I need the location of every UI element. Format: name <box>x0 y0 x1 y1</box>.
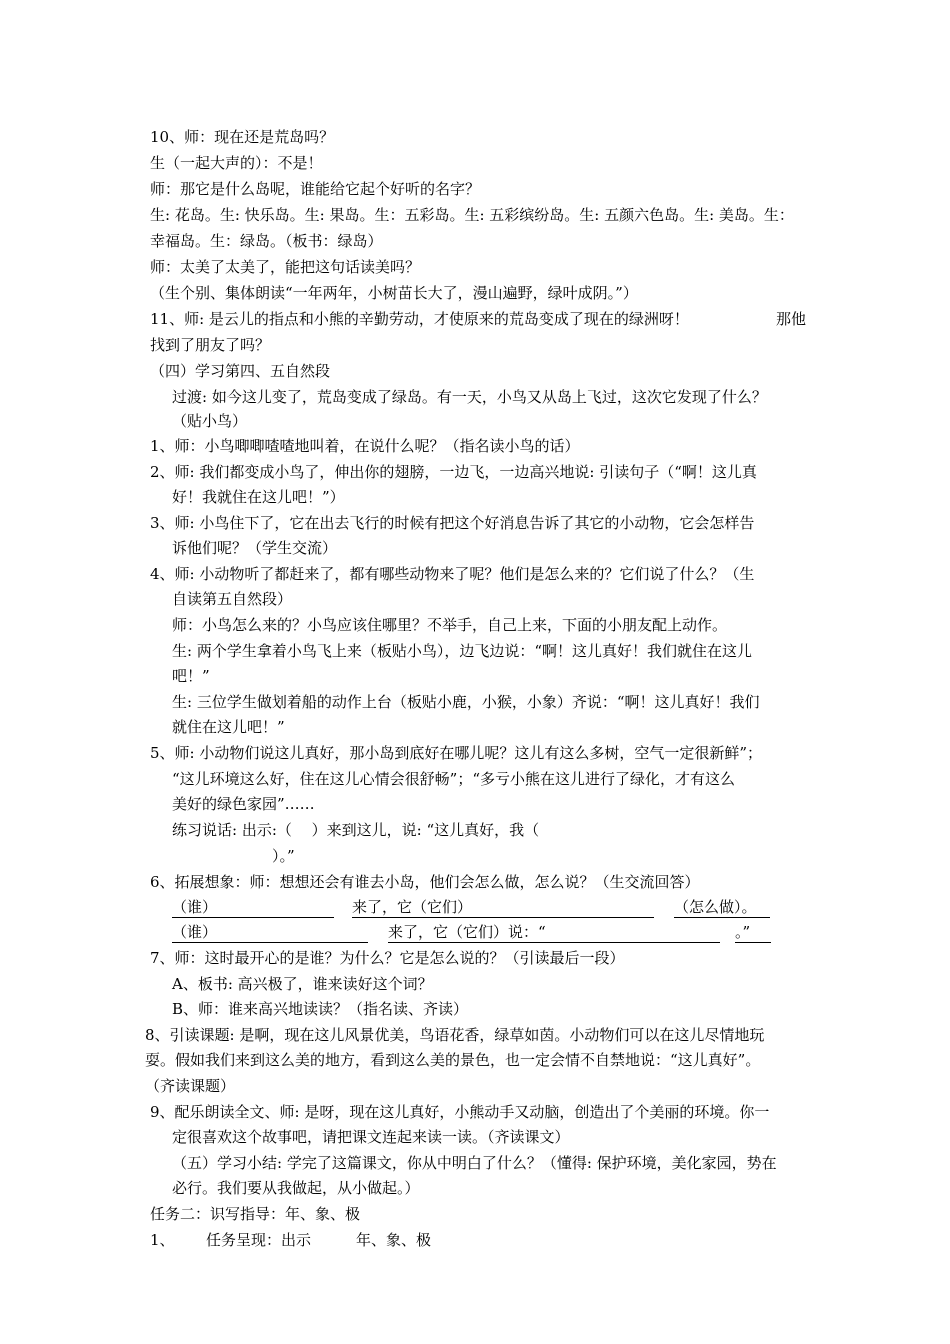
text-line: 必行。我们要从我做起，从小做起。） <box>172 1179 420 1197</box>
text-line: 5、师: 小动物们说这儿真好，那小岛到底好在哪儿呢？这儿有这么多树，空气一定很新鲜”； <box>150 744 763 762</box>
text-line: 师：太美了太美了，能把这句话读美吗？ <box>150 258 421 276</box>
text-line: 好！我就住在这儿吧！”） <box>172 488 345 506</box>
text-line: 过渡: 如今这儿变了，荒岛变成了绿岛。有一天，小鸟又从岛上飞过，这次它发现了什么？ <box>172 388 767 406</box>
text-line: 师：那它是什么岛呢，谁能给它起个好听的名字？ <box>150 180 481 198</box>
fill-blank-came: 来了，它（它们） <box>352 897 654 918</box>
text-line: 美好的绿色家园”…… <box>172 795 315 813</box>
text-line: 定很喜欢这个故事吧，请把课文连起来读一读。（齐读课文） <box>172 1128 570 1146</box>
section-heading: （四）学习第四、五自然段 <box>150 362 331 380</box>
text-line: 就住在这儿吧！” <box>172 718 285 736</box>
text-line: 6、拓展想象：师：想想还会有谁去小岛，他们会怎么做，怎么说？（生交流回答） <box>150 873 700 891</box>
text-line: 师：小鸟怎么来的？小鸟应该住哪里？不举手，自己上来，下面的小朋友配上动作。 <box>172 616 728 634</box>
fill-blank-who: （谁） <box>172 922 368 943</box>
text-line: 3、师: 小鸟住下了，它在出去飞行的时候有把这个好消息告诉了其它的小动物，它会怎样告 <box>150 514 755 532</box>
text-line: （齐读课题） <box>145 1077 236 1095</box>
text-line: 年、象、极 <box>356 1231 432 1249</box>
fill-blank-how: （怎么做）。 <box>674 897 770 918</box>
text-line: 11、师: 是云儿的指点和小熊的辛勤劳动，才使原来的荒岛变成了现在的绿洲呀！ <box>150 310 689 328</box>
text-line: 那他 <box>776 310 807 328</box>
text-line: 1、 <box>150 1231 175 1249</box>
text-line: “这儿环境这么好，住在这儿心情会很舒畅”；“多亏小熊在这儿进行了绿化，才有这么 <box>172 770 736 788</box>
text-line: 生: 花岛。生: 快乐岛。生: 果岛。生：五彩岛。生: 五彩缤纷岛。生: 五颜六色岛。生: 美岛。生： <box>150 206 794 224</box>
text-line: B、师：谁来高兴地读读？（指名读、齐读） <box>172 1000 469 1018</box>
text-line: 7、师：这时最开心的是谁？为什么？它是怎么说的？（引读最后一段） <box>150 949 625 967</box>
text-line: 幸福岛。生：绿岛。（板书：绿岛） <box>150 232 383 250</box>
text-line: A、板书: 高兴极了，谁来读好这个词？ <box>172 975 433 993</box>
text-line: 生: 两个学生拿着小鸟飞上来（板贴小鸟），边飞边说：“啊！这儿真好！我们就住在这儿 <box>172 642 752 660</box>
text-line: 9、配乐朗读全文、师: 是呀，现在这儿真好，小熊动手又动脑，创造出了个美丽的环境。你一 <box>150 1103 770 1121</box>
text-line: 吧！” <box>172 667 210 685</box>
text-line: 8、引读课题: 是啊，现在这儿风景优美，鸟语花香，绿草如茵。小动物们可以在这儿尽情地玩 <box>145 1026 765 1044</box>
text-line: （生个别、集体朗读“一年两年，小树苗长大了，漫山遍野，绿叶成阴。”） <box>150 284 638 302</box>
text-line: 自读第五自然段） <box>172 590 293 608</box>
text-line: 10、师：现在还是荒岛吗？ <box>150 128 335 146</box>
fill-blank-said: 来了，它（它们）说：“ <box>388 922 720 943</box>
fill-blank-end: 。” <box>735 922 771 943</box>
text-line: 2、师: 我们都变成小鸟了，伸出你的翅膀，一边飞，一边高兴地说: 引读句子（“啊！这儿真 <box>150 463 757 481</box>
text-line: （五）学习小结: 学完了这篇课文，你从中明白了什么？（懂得: 保护环境，美化家园，势在 <box>172 1154 777 1172</box>
text-line: 4、师: 小动物听了都赶来了，都有哪些动物来了呢？他们是怎么来的？它们说了什么？（生 <box>150 565 755 583</box>
section-heading: 任务二：识写指导：年、象、极 <box>150 1205 361 1223</box>
text-line: 任务呈现：出示 <box>206 1231 312 1249</box>
text-line: 耍。假如我们来到这么美的地方，看到这么美的景色，也一定会情不自禁地说：“这儿真好”。 <box>145 1051 761 1069</box>
text-line: 诉他们呢？（学生交流） <box>172 539 338 557</box>
text-line: ）。” <box>272 847 295 865</box>
text-line: （贴小鸟） <box>172 412 248 430</box>
text-line: 练习说话: 出示:（ ）来到这儿，说: “这儿真好，我（ <box>172 821 540 839</box>
fill-blank-who: （谁） <box>172 897 334 918</box>
text-line: 生（一起大声的）：不是！ <box>150 154 323 172</box>
text-line: 找到了朋友了吗？ <box>150 336 271 354</box>
text-line: 生: 三位学生做划着船的动作上台（板贴小鹿，小猴，小象）齐说：“啊！这儿真好！我们 <box>172 693 760 711</box>
text-line: 1、师：小鸟唧唧喳喳地叫着，在说什么呢？（指名读小鸟的话） <box>150 437 580 455</box>
